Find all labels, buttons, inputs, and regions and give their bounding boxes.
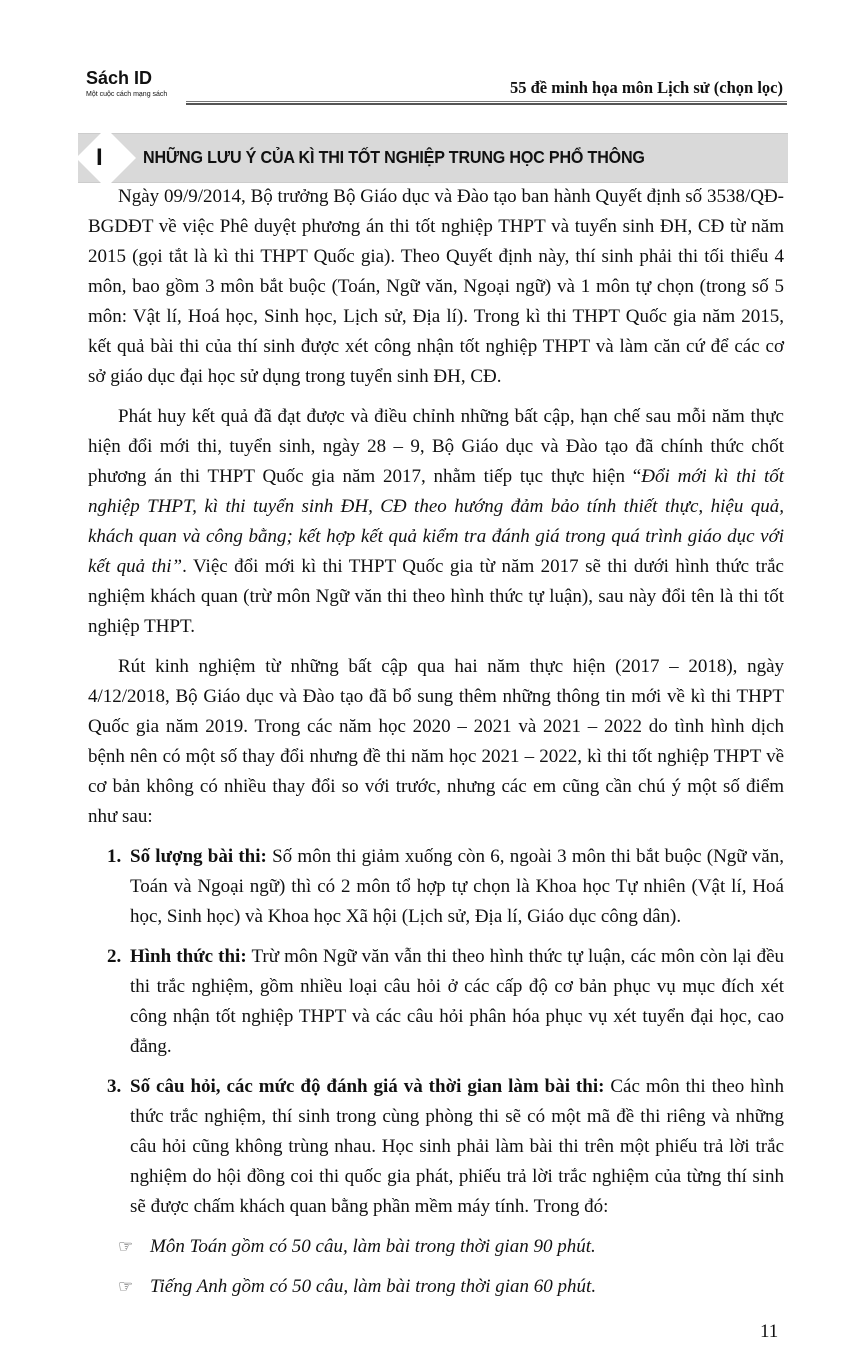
paragraph-2 [88, 402, 784, 642]
paragraph-2-quote: Đổi mới kì thi tốt nghiệp THPT, kì thi tuyển sinh ĐH, CĐ theo hướng đảm bảo tính thiết thực, hiệu quả, khách quan và công bằng; kết hợp kết quả kiểm tra đánh giá trong quá trình giáo dục với kết quả thi” [88, 466, 785, 577]
list-number: 1. [107, 846, 122, 867]
list-text: Trừ môn Ngữ văn vẫn thi theo hình thức tự luận, các môn còn lại đều thi trắc nghiệm, gồm nhiều loại câu hỏi ở các cấp độ cơ bản phục vụ mục đích xét công nhận tốt nghiệp THPT và các câu hỏi phân hóa phục vụ xét tuyển đại học, cao đẳng. [130, 946, 785, 1057]
book-title: 55 đề minh họa môn Lịch sử (chọn lọc) [509, 78, 783, 97]
page-body [88, 0, 784, 1302]
bullet-item [88, 1272, 784, 1302]
pointing-hand-icon: ☞ [118, 1237, 134, 1256]
list-number: 2. [107, 946, 122, 967]
list-label: Số câu hỏi, các mức độ đánh giá và thời gian làm bài thi: [130, 1076, 605, 1097]
pointing-hand-icon: ☞ [118, 1277, 134, 1296]
section-title: NHỮNG LƯU Ý CỦA KÌ THI TỐT NGHIỆP TRUNG HỌC PHỔ THÔNG [143, 147, 645, 167]
bullet-text: Tiếng Anh gồm có 50 câu, làm bài trong thời gian 60 phút. [150, 1276, 597, 1297]
list-number: 3. [107, 1076, 122, 1097]
paragraph-2-text-end: . Việc đổi mới kì thi THPT Quốc gia từ năm 2017 sẽ thi dưới hình thức trắc nghiệm khách quan (trừ môn Ngữ văn thi theo hình thức tự luận), sau này đổi tên là thi tốt nghiệp THPT. [88, 556, 784, 637]
list-item [88, 942, 784, 1062]
brand-name: Sách ID [86, 68, 153, 88]
brand-tagline: Một cuộc cách mạng sách [86, 91, 168, 98]
section-number: I [96, 144, 103, 171]
paragraph-1: Ngày 09/9/2014, Bộ trưởng Bộ Giáo dục và Đào tạo ban hành Quyết định số 3538/QĐ-BGDĐT về việc Phê duyệt phương án thi tốt nghiệp THPT và tuyển sinh ĐH, CĐ từ năm 2015 (gọi tắt là kì thi THPT Quốc gia). Theo Quyết định này, thí sinh phải thi tối thiểu 4 môn, bao gồm 3 môn bắt buộc (Toán, Ngữ văn, Ngoại ngữ) và 1 môn tự chọn (trong số 5 môn: Vật lí, Hoá học, Sinh học, Lịch sử, Địa lí). Trong kì thi THPT Quốc gia năm 2015, kết quả bài thi của thí sinh được xét công nhận tốt nghiệp THPT và làm căn cứ để các cơ sở giáo dục đại học sử dụng trong tuyển sinh ĐH, CĐ. [88, 186, 784, 387]
paragraph-2-text: Phát huy kết quả đã đạt được và điều chỉnh những bất cập, hạn chế sau mỗi năm thực hiện đổi mới thi, tuyển sinh, ngày 28 – 9, Bộ Giáo dục và Đào tạo đã chính thức chốt phương án thi THPT Quốc gia năm 2017, nhằm tiếp tục thực hiện “ [88, 406, 784, 487]
list-label: Hình thức thi: [130, 946, 247, 967]
list-text: Số môn thi giảm xuống còn 6, ngoài 3 môn thi bắt buộc (Ngữ văn, Toán và Ngoại ngữ) thì có 2 môn tổ hợp tự chọn là Khoa học Tự nhiên (Vật lí, Hoá học, Sinh học) và Khoa học Xã hội (Lịch sử, Địa lí, Giáo dục công dân). [130, 846, 784, 927]
list-item [88, 842, 784, 932]
paragraph-3: Rút kinh nghiệm từ những bất cập qua hai năm thực hiện (2017 – 2018), ngày 4/12/2018, Bộ Giáo dục và Đào tạo đã bổ sung thêm những thông tin mới về kì thi THPT Quốc gia năm 2019. Trong các năm học 2020 – 2021 và 2021 – 2022 do tình hình dịch bệnh nên có một số thay đổi nhưng đề thi năm học 2021 – 2022, kì thi tốt nghiệp THPT về cơ bản không có nhiều thay đổi so với trước, nhưng các em cũng cần chú ý một số điểm như sau: [88, 656, 784, 827]
list-text: Các môn thi theo hình thức trắc nghiệm, thí sinh trong cùng phòng thi sẽ có một mã đề thi riêng và những câu hỏi cũng không trùng nhau. Học sinh phải làm bài thi trên một phiếu trả lời trắc nghiệm do hội đồng coi thi quốc gia phát, phiếu trả lời trắc nghiệm của từng thí sinh sẽ được chấm khách quan bằng phần mềm máy tính. Trong đó: [130, 1076, 784, 1217]
page-number: 11 [760, 1321, 779, 1342]
bullet-item [88, 1232, 784, 1262]
list-label: Số lượng bài thi: [130, 846, 267, 867]
bullet-text: Môn Toán gồm có 50 câu, làm bài trong thời gian 90 phút. [150, 1236, 596, 1257]
